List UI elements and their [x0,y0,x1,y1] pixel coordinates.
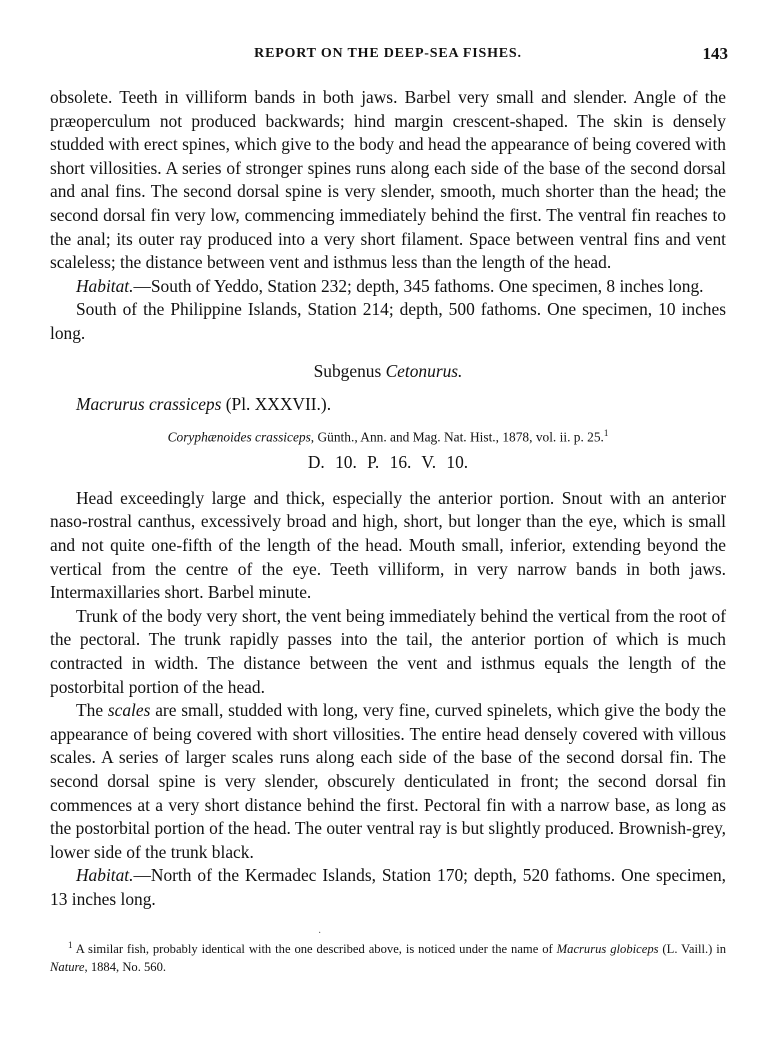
habitat-text: —South of Yeddo, Station 232; depth, 345 fathoms. One specimen, 8 inches long. [133,275,704,296]
habitat-paragraph-2: South of the Philippine Islands, Station 214; depth, 500 fathoms. One specimen, 10 inches long. [50,299,726,343]
running-title: REPORT ON THE DEEP-SEA FISHES. [254,46,522,61]
habitat-text-2: —North of the Kermadec Islands, Station 170; depth, 520 fathoms. One specimen, 13 inches long. [50,865,726,909]
body-text [50,86,726,911]
page-header [0,46,776,68]
subgenus-heading [50,360,726,384]
footnote-species: Macrurus globiceps [556,942,659,957]
habitat-label-2: Habitat. [76,865,134,886]
species-plate: (Pl. XXXVII.). [221,394,332,415]
subgenus-prefix: Subgenus [313,360,386,381]
habitat-paragraph-3 [50,864,726,911]
scales-term: scales [107,700,151,721]
footnote-text-3: , 1884, No. 560. [84,960,167,975]
page-number: 143 [702,44,728,63]
habitat-label: Habitat. [76,275,134,296]
footnote-text: A similar fish, probably identical with the one described above, is noticed under the name of [72,942,557,957]
paragraph-continued: obsolete. Teeth in villiform bands in both jaws. Barbel very small and slender. Angle of the præoperculum not produced backwards; hind margin crescent-shaped. The skin is densely studded with erect spines, which give to the body and head the appearance of being covered with short villosities. A series of stronger spines runs along each side of the base of the second dorsal and anal fins. The second dorsal spine is very slender, smooth, much shorter than the head; the second dorsal fin very low, commencing immediately behind the first. The ventral fin reaches to the anal; its outer ray produced into a very short filament. Space between ventral fins and vent scaleless; the distance between vent and isthmus less than the length of the head. [50,87,726,273]
footnote-reference: 1 [603,427,609,438]
description-head: Head exceedingly large and thick, especially the anterior portion. Snout with an anterior naso-rostral canthus, excessively broad and high, short, but longer than the eye, which is small and not quite one-fifth of the length of the head. Mouth small, inferior, extending beyond the vertical from the centre of the eye. Teeth villiform, in very narrow bands in both jaws. Intermaxillaries short. Barbel minute. [50,487,726,603]
species-heading [50,393,726,417]
printer-dot: · [318,928,322,939]
species-name: Macrurus crassiceps [76,394,222,415]
footnote [50,936,726,976]
synonym-line [50,423,726,447]
subgenus-name: Cetonurus. [385,360,463,381]
footnote-mark: 1 [68,940,73,950]
synonym-citation: , Günth., Ann. and Mag. Nat. Hist., 1878, vol. ii. p. 25. [310,429,604,445]
footnote-journal: Nature [50,960,85,975]
description-scales [50,699,726,864]
description-trunk: Trunk of the body very short, the vent being immediately behind the vertical from the root of the pectoral. The trunk rapidly passes into the tail, the anterior portion of which is much contracted in width. The distance between the vent and isthmus equals the length of the postorbital portion of the head. [50,605,726,697]
habitat-paragraph-1 [50,275,726,299]
synonym-name: Coryphænoides crassiceps [167,429,311,445]
footnote-text-2: (L. Vaill.) in [658,942,726,957]
scales-lead: The [76,700,108,721]
scales-text: are small, studded with long, very fine, curved spinelets, which give the body the appearance of being covered with short villosities. The entire head densely covered with villous scales. A series of larger scales runs along each side of the base of the second dorsal fin. The second dorsal spine is very slender, obscurely denticulated in front; the second dorsal fin commences at a very short distance behind the first. Pectoral fin with a narrow base, as long as the postorbital portion of the head. The outer ventral ray is but slightly produced. Brownish-grey, lower side of the trunk black. [50,700,726,862]
fin-formula: D. 10. P. 16. V. 10. [307,452,469,473]
